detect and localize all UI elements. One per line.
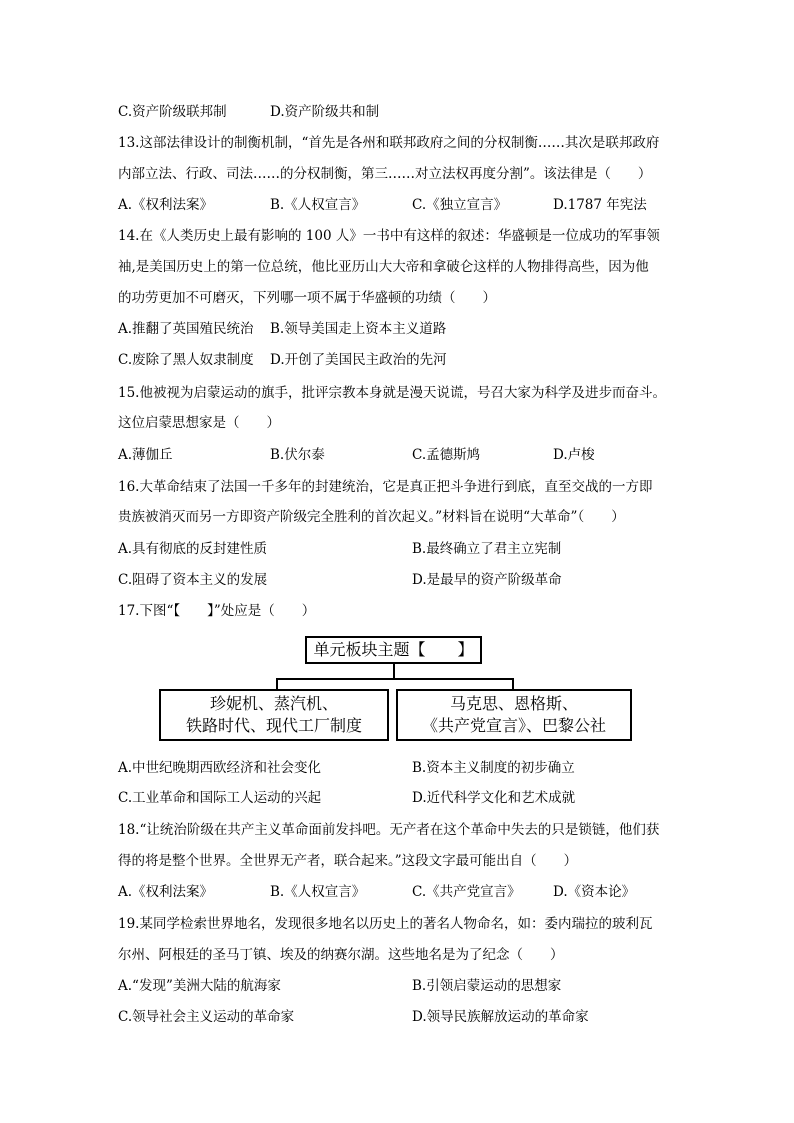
- q17-option-a: A.中世纪晚期西欧经济和社会变化: [118, 760, 322, 776]
- q16-option-b: B.最终确立了君主立宪制: [412, 541, 562, 557]
- q14-option-d: D.开创了美国民主政治的先河: [270, 352, 447, 368]
- q17-option-c: C.工业革命和国际工人运动的兴起: [118, 790, 322, 806]
- q13-option-d: D.1787 年宪法: [553, 197, 647, 213]
- q16-stem-line1: 16.大革命结束了法国一千多年的封建统治，它是真正把斗争进行到底，直至交战的一方即: [118, 479, 653, 495]
- q18-option-b: B.《人权宣言》: [270, 884, 366, 900]
- q13-stem-line2: 内部立法、行政、司法……的分权制衡，第三……对立法权再度分割”。该法律是（ ）: [118, 166, 652, 182]
- q14-stem-line3: 的功劳更加不可磨灭，下列哪一项不属于华盛顿的功绩（ ）: [118, 290, 496, 306]
- q13-option-b: B.《人权宣言》: [270, 197, 366, 213]
- diagram-right-line1: 马克思、恩格斯、: [449, 694, 578, 713]
- q13-option-a: A.《权利法案》: [118, 197, 214, 213]
- diagram-left-box: [159, 689, 389, 741]
- q14-option-a: A.推翻了英国殖民统治: [118, 321, 254, 337]
- q12-option-c: C.资产阶级联邦制: [118, 104, 227, 120]
- q17-stem-line1: 17.下图“【 】”处应是（ ）: [118, 603, 316, 619]
- diagram-left-line2: 铁路时代、现代工厂制度: [185, 716, 362, 735]
- diagram-connector-horizontal: [276, 678, 514, 680]
- q17-option-d: D.近代科学文化和艺术成就: [412, 790, 576, 806]
- q15-option-b: B.伏尔泰: [270, 447, 325, 463]
- q16-option-a: A.具有彻底的反封建性质: [118, 541, 268, 557]
- q18-option-c: C.《共产党宣言》: [412, 884, 521, 900]
- q14-stem-line2: 袖,是美国历史上的第一位总统，他比亚历山大大帝和拿破仑这样的人物排得高些，因为他: [118, 259, 649, 275]
- diagram-top-box: [305, 636, 482, 664]
- q15-stem-line2: 这位启蒙思想家是（ ）: [118, 415, 280, 431]
- diagram-left-line1: 珍妮机、蒸汽机、: [209, 694, 338, 713]
- q14-option-b: B.领导美国走上资本主义道路: [270, 321, 447, 337]
- q19-stem-line2: 尔州、阿根廷的圣马丁镇、埃及的纳赛尔湖。这些地名是为了纪念（ ）: [118, 947, 564, 963]
- diagram-right-box: [396, 689, 632, 741]
- q14-stem-line1: 14.在《人类历史上最有影响的 100 人》一书中有这样的叙述：华盛顿是一位成功的军事领: [118, 228, 660, 244]
- q19-option-a: A.“发现”美洲大陆的航海家: [118, 978, 281, 994]
- q19-option-c: C.领导社会主义运动的革命家: [118, 1009, 295, 1025]
- q15-option-c: C.孟德斯鸠: [412, 447, 481, 463]
- q18-stem-line2: 得的将是整个世界。全世界无产者，联合起来。”这段文字最可能出自（ ）: [118, 853, 578, 869]
- q17-option-b: B.资本主义制度的初步确立: [412, 760, 575, 776]
- q12-option-d: D.资产阶级共和制: [270, 104, 380, 120]
- q15-option-a: A.薄伽丘: [118, 447, 173, 463]
- q16-option-d: D.是最早的资产阶级革命: [412, 572, 562, 588]
- q18-option-a: A.《权利法案》: [118, 884, 214, 900]
- q13-stem-line1: 13.这部法律设计的制衡机制，“首先是各州和联邦政府之间的分权制衡……其次是联邦政府: [118, 135, 660, 151]
- q19-option-b: B.引领启蒙运动的思想家: [412, 978, 562, 994]
- diagram-right-line2: 《共产党宣言》、巴黎公社: [421, 716, 606, 735]
- q19-option-d: D.领导民族解放运动的革命家: [412, 1009, 589, 1025]
- q15-stem-line1: 15.他被视为启蒙运动的旗手，批评宗教本身就是漫天说谎，号召大家为科学及进步而奋斗。: [118, 385, 666, 401]
- q18-option-d: D.《资本论》: [553, 884, 636, 900]
- q19-stem-line1: 19.某同学检索世界地名，发现很多地名以历史上的著名人物命名，如：委内瑞拉的玻利瓦: [118, 916, 653, 932]
- q13-option-c: C.《独立宣言》: [412, 197, 508, 213]
- q14-option-c: C.废除了黑人奴隶制度: [118, 352, 254, 368]
- q16-stem-line2: 贵族被消灭而另一方即资产阶级完全胜利的首次起义。”材料旨在说明“大革命”（ ）: [118, 509, 625, 525]
- diagram-top-label: 单元板块主题【 】: [313, 640, 474, 659]
- q15-option-d: D.卢梭: [553, 447, 595, 463]
- q16-option-c: C.阻碍了资本主义的发展: [118, 572, 268, 588]
- q18-stem-line1: 18.“让统治阶级在共产主义革命面前发抖吧。无产者在这个革命中失去的只是锁链，他们获: [118, 822, 660, 838]
